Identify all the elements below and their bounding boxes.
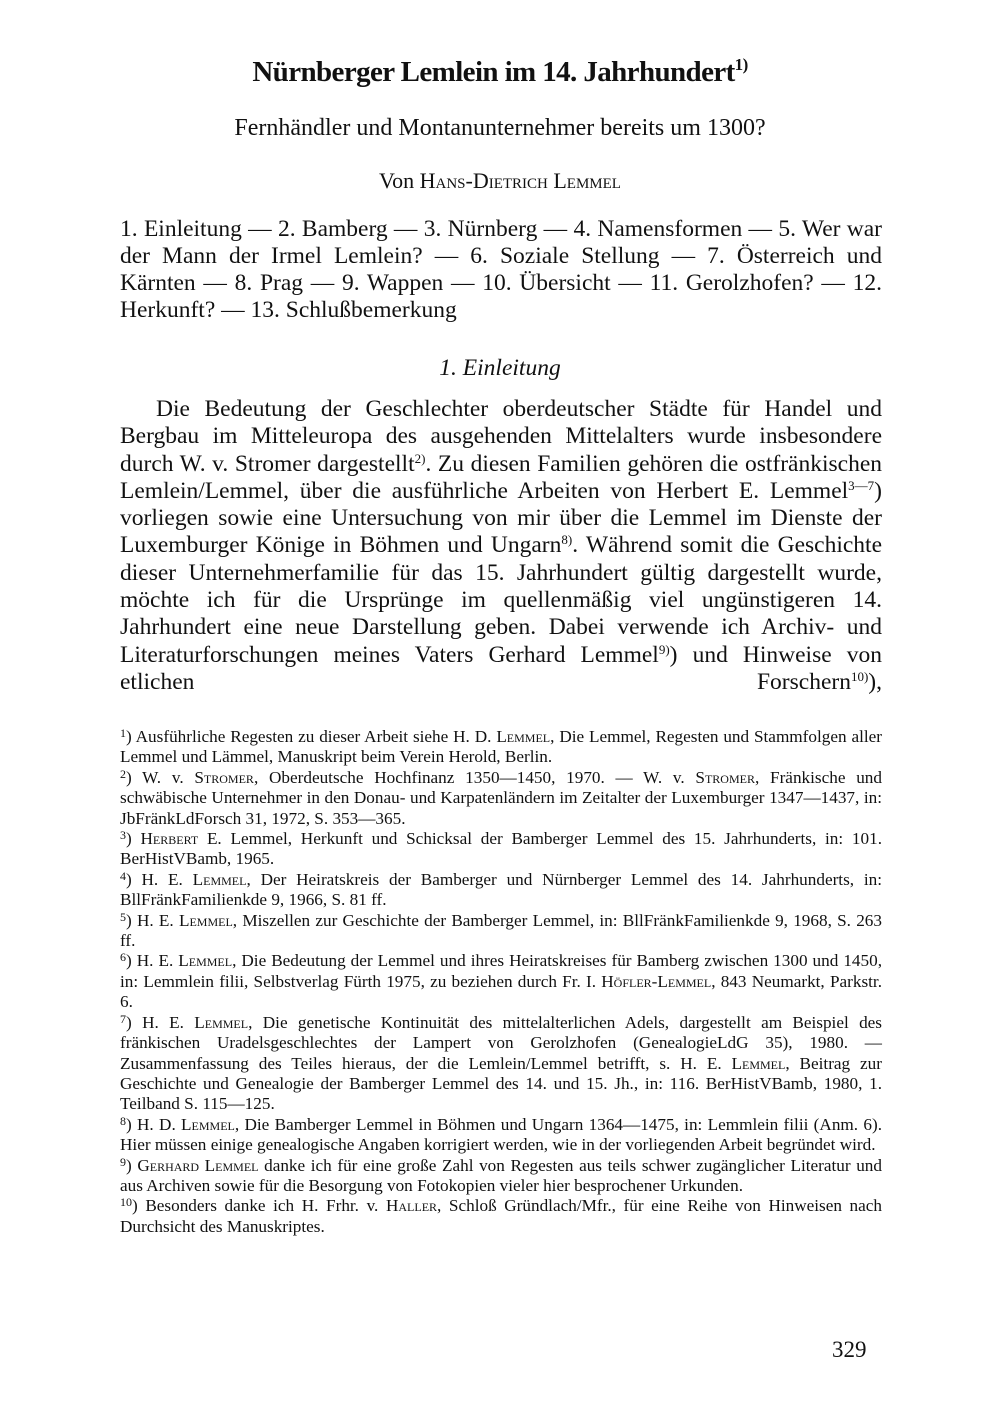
footnote-text: )	[126, 1155, 138, 1175]
body-text: . Während somit die Geschichte dieser Unternehmerfamilie für das 15. Jahrhundert gültig dargestellt wurde, möchte ich für die Ursprünge im quellenmäßig viel ungünstigeren 14. Jahrhundert eine neue Darstellung geben. Dabei verwende ich Archiv- und Literaturforschungen meines Vaters Gerhard Lemmel	[120, 532, 883, 668]
footnote-author: Lemmel	[181, 1114, 235, 1134]
footnote-author: Herbert	[140, 829, 199, 849]
footnote-author: Gerhard Lemmel	[137, 1155, 259, 1175]
footnote-text: ) H. E.	[126, 869, 193, 889]
body-text: ) vorliegen sowie eine Untersuchung von mir über die Lemmel im Dienste der Luxemburger Könige in Böhmen und Ungarn	[120, 477, 882, 559]
footnote-marker: 2	[120, 766, 126, 781]
footnote	[120, 870, 882, 911]
footnote	[120, 829, 882, 870]
footnote-author: Lemmel	[178, 910, 233, 930]
article-subtitle: Fernhändler und Montanunternehmer bereits um 1300?	[234, 115, 766, 141]
footnote-text: , Beitrag zur Geschichte und Genealogie der Bamberger Lemmel des 14. und 15. Jh., in: 116. BerHistVBamb, 1980, 1. Teilband S. 115—125.	[120, 1053, 882, 1114]
footnote-marker: 6	[120, 950, 126, 965]
body-footnote-ref: 2)	[414, 450, 426, 466]
footnote-text: ) H. E.	[126, 1012, 195, 1032]
body-footnote-ref: 3—7	[848, 477, 875, 493]
footnote-marker: 1	[120, 726, 126, 740]
footnote-marker: 3	[120, 828, 126, 843]
footnote-text: E. Lemmel, Herkunft und Schicksal der Bamberger Lemmel des 15. Jahrhunderts, in: 101. BerHistVBamb, 1965.	[120, 829, 882, 869]
footnote-marker: 10	[120, 1195, 132, 1210]
footnote	[120, 1196, 882, 1237]
footnote-text: , Fränkische und schwäbische Unternehmer in den Donau- und Karpatenländern im Zeitalter der Luxemburger 1347—1437, in: JbFränkLdForsch 31, 1972, S. 353—365.	[120, 767, 882, 828]
section-heading: 1. Einleitung	[439, 355, 561, 381]
author-name: Hans-Dietrich Lemmel	[419, 168, 621, 193]
footnote-text: , Der Heiratskreis der Bamberger und Nürnberger Lemmel des 14. Jahrhunderts, in: BllFränkFamilienkde 9, 1966, S. 81 ff.	[120, 869, 882, 910]
footnote-author: Lemmel	[496, 727, 551, 746]
body-footnote-ref: 8)	[561, 532, 573, 548]
footnote	[120, 1156, 882, 1197]
footnote-text: , Oberdeutsche Hochfinanz 1350—1450, 1970. — W. v.	[253, 767, 696, 787]
footnote	[120, 911, 882, 952]
footnote-text: , Schloß Gründlach/Mfr., für eine Reihe von Hinweisen nach Durchsicht des Manuskriptes.	[120, 1196, 882, 1236]
footnote-marker: 7	[120, 1011, 126, 1026]
footnote-text: ) W. v.	[126, 767, 195, 787]
footnote-text: , Die Bedeutung der Lemmel und ihres Heiratskreises für Bamberg zwischen 1300 und 1450, in: Lemmlein filii, Selbstverlag Fürth 1975, zu beziehen durch Fr. I.	[120, 951, 882, 991]
footnote-text: , Miszellen zur Geschichte der Bamberger Lemmel, in: BllFränkFamilienkde 9, 1968, S. 263 ff.	[120, 910, 882, 951]
footnote-text: )	[126, 829, 141, 849]
body-text: Die Bedeutung der Geschlechter oberdeutscher Städte für Handel und Bergbau im Mitteleuropa des ausgehenden Mittelalters wurde insbesondere durch W. v. Stromer dargestellt	[120, 396, 882, 477]
footnote-author: Lemmel	[731, 1053, 786, 1073]
footnote-marker: 8	[120, 1113, 126, 1128]
body-footnote-ref: 9)	[658, 641, 670, 657]
footnote-author: Stromer	[695, 767, 755, 787]
footnote-marker: 9	[120, 1154, 126, 1169]
footnote-author: Lemmel	[194, 1012, 249, 1032]
footnote-text: , Die genetische Kontinuität des mittelalterlichen Adels, dargestellt am Beispiel des fränkischen Uradelsgeschlechtes der Lampert von Gerolzhofen (GenealogieLdG 35), 1980. — Zusammenfassung des Teiles hieraus, der die Lemlein/Lemmel betrifft, s. H. E.	[120, 1012, 882, 1073]
footnote-text: danke ich für eine große Zahl von Regesten aus teils schwer zugänglicher Literatur und aus Archiven sowie für die Besorgung von Fotokopien vieler hier besprochener Urkunden.	[120, 1155, 882, 1195]
footnote-text: ) H. E.	[126, 910, 179, 930]
body-text: ) und Hinweise von etlichen Forschern	[120, 641, 882, 695]
footnote-text: ) H. D.	[126, 1114, 182, 1134]
body-footnote-ref: 10)	[850, 668, 869, 684]
author-prefix: Von	[379, 168, 415, 193]
footnote-text: , Die Bamberger Lemmel in Böhmen und Ungarn 1364—1475, in: Lemmlein filii (Anm. 6). Hier müssen einige genealogische Angaben korrigiert werden, wie in der vorliegenden Arbeit begründet wird.	[120, 1114, 882, 1155]
title-footnote-marker: 1)	[734, 55, 748, 74]
table-of-contents: 1. Einleitung — 2. Bamberg — 3. Nürnberg — 4. Namensformen — 5. Wer war der Mann der Irmel Lemlein? — 6. Soziale Stellung — 7. Österreich und Kärnten — 8. Prag — 9. Wappen — 10. Übersicht — 11. Gerolzhofen? — 12. Herkunft? — 13. Schlußbemerkung	[120, 216, 882, 323]
footnote	[120, 951, 882, 1012]
body-text: . Zu diesen Familien gehören die ostfränkischen Lemlein/Lemmel, über die ausführliche Arbeiten von Herbert E. Lemmel	[120, 450, 882, 504]
author-line	[0, 166, 1000, 196]
footnote-author: Stromer	[194, 767, 254, 787]
footnote-author: Lemmel	[178, 951, 233, 971]
footnote	[120, 1115, 882, 1156]
footnote-text: ) Besonders danke ich H. Frhr. v.	[132, 1196, 386, 1216]
footnote-text: , 843 Neumarkt, Parkstr. 6.	[120, 971, 882, 1012]
footnote-marker: 5	[120, 909, 126, 924]
footnote-text: , Die Lemmel, Regesten und Stammfolgen aller Lemmel und Lämmel, Manuskript beim Verein Herold, Berlin.	[120, 727, 882, 767]
footnote-text: ) Ausführliche Regesten zu dieser Arbeit siehe H. D.	[126, 727, 497, 746]
footnote-author: Höfler-Lemmel	[601, 971, 712, 991]
page-number: 329	[832, 1337, 867, 1362]
body-text: ),	[868, 668, 882, 695]
footnotes	[120, 727, 882, 1237]
body-paragraph	[120, 396, 882, 696]
article-title	[0, 54, 1000, 90]
footnote	[120, 1013, 882, 1115]
footnote-marker: 4	[120, 868, 126, 883]
footnote-author: Haller	[385, 1196, 438, 1216]
footnote-author: Lemmel	[192, 869, 247, 889]
article-title-text: Nürnberger Lemlein im 14. Jahrhundert	[252, 56, 735, 88]
footnote	[120, 727, 882, 768]
footnote	[120, 768, 882, 829]
footnote-text: ) H. E.	[126, 951, 179, 971]
